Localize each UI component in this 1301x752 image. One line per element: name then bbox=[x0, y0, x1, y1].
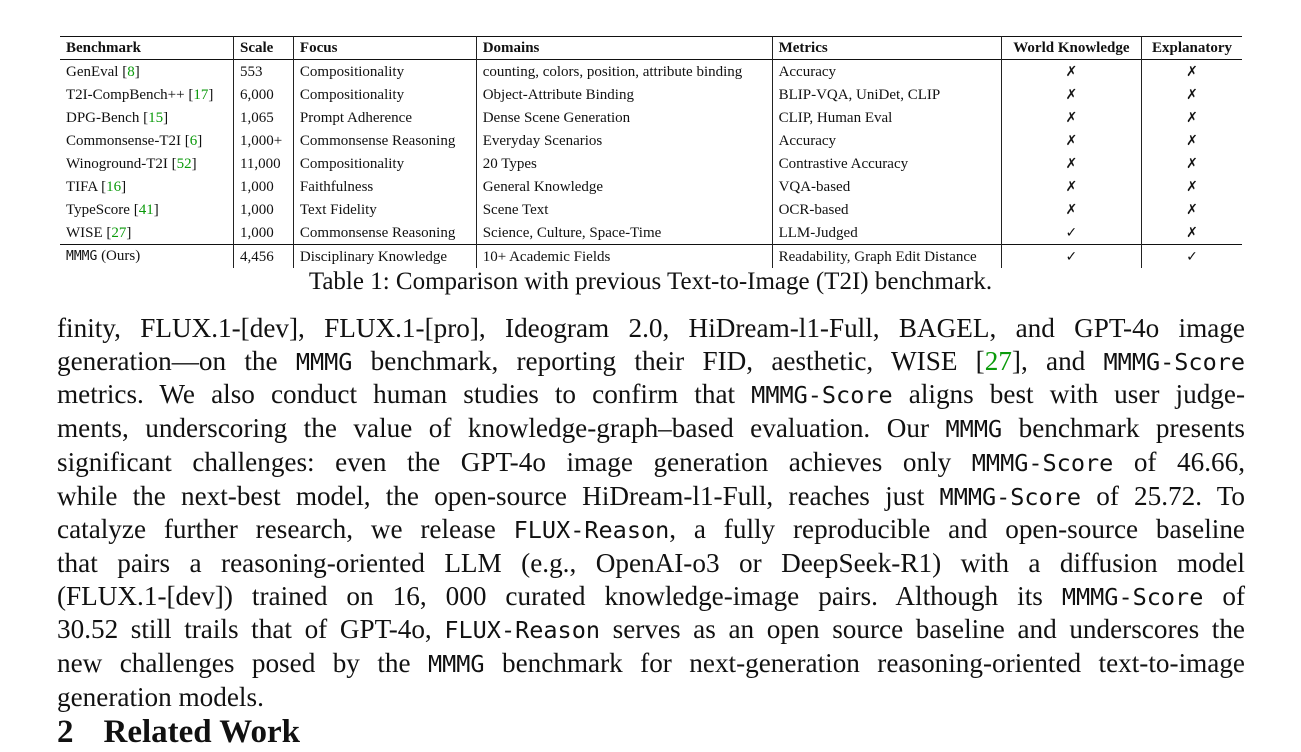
table-row bbox=[60, 60, 1242, 84]
section-number: 2 bbox=[57, 714, 74, 750]
table-cell: Scene Text bbox=[476, 198, 772, 221]
table-cell: Contrastive Accuracy bbox=[772, 152, 1001, 175]
table-cell: 6,000 bbox=[233, 83, 293, 106]
world-knowledge-mark: ✗ bbox=[1001, 198, 1141, 221]
table-cell: Accuracy bbox=[772, 60, 1001, 84]
table-cell: Everyday Scenarios bbox=[476, 129, 772, 152]
table-cell: Commonsense Reasoning bbox=[293, 221, 476, 245]
table-cell: Disciplinary Knowledge bbox=[293, 245, 476, 269]
column-header: World Knowledge bbox=[1001, 37, 1141, 60]
table-cell: General Knowledge bbox=[476, 175, 772, 198]
table-cell: 1,000 bbox=[233, 198, 293, 221]
table-cell: counting, colors, position, attribute binding bbox=[476, 60, 772, 84]
table-cell: 553 bbox=[233, 60, 293, 84]
table-cell: 10+ Academic Fields bbox=[476, 245, 772, 269]
world-knowledge-mark: ✗ bbox=[1001, 83, 1141, 106]
table-cell: Commonsense Reasoning bbox=[293, 129, 476, 152]
table-cell: VQA-based bbox=[772, 175, 1001, 198]
text-line: 30.52 still trails that of GPT-4o, FLUX-Reason serves as an open source baseline and underscores the bbox=[57, 614, 1246, 645]
table-cell: Readability, Graph Edit Distance bbox=[772, 245, 1001, 269]
table-cell: OCR-based bbox=[772, 198, 1001, 221]
table-cell: Text Fidelity bbox=[293, 198, 476, 221]
column-header: Metrics bbox=[772, 37, 1001, 60]
table-cell: 1,065 bbox=[233, 106, 293, 129]
table-cell: Faithfulness bbox=[293, 175, 476, 198]
explanatory-mark: ✗ bbox=[1186, 132, 1198, 149]
benchmark-cell: TypeScore [41] bbox=[60, 198, 233, 221]
table-cell: Prompt Adherence bbox=[293, 106, 476, 129]
explanatory-mark: ✓ bbox=[1186, 248, 1198, 265]
text-line: ments, underscoring the value of knowledge-graph–based evaluation. Our MMMG benchmark presents bbox=[57, 413, 1246, 444]
table-cell: Dense Scene Generation bbox=[476, 106, 772, 129]
world-knowledge-mark: ✓ bbox=[1001, 245, 1141, 269]
table-cell: 1,000+ bbox=[233, 129, 293, 152]
benchmark-cell: WISE [27] bbox=[60, 221, 233, 245]
table-cell: Science, Culture, Space-Time bbox=[476, 221, 772, 245]
table-cell: LLM-Judged bbox=[772, 221, 1001, 245]
table-cell: 4,456 bbox=[233, 245, 293, 269]
column-header: Focus bbox=[293, 37, 476, 60]
body-paragraph bbox=[57, 312, 1245, 713]
benchmark-cell: Commonsense-T2I [6] bbox=[60, 129, 233, 152]
benchmark-cell: TIFA [16] bbox=[60, 175, 233, 198]
text-line: generation models. bbox=[57, 681, 264, 712]
citation-link[interactable]: 27 bbox=[111, 224, 127, 241]
table-cell: Accuracy bbox=[772, 129, 1001, 152]
text-line: while the next-best model, the open-source HiDream-l1-Full, reaches just MMMG-Score of 25.72. To bbox=[57, 480, 1246, 511]
table-row bbox=[60, 129, 1242, 152]
text-line: significant challenges: even the GPT-4o image generation achieves only MMMG-Score of 46.66, bbox=[57, 446, 1245, 477]
table-cell: 11,000 bbox=[233, 152, 293, 175]
citation-link[interactable]: 52 bbox=[176, 155, 192, 172]
column-header: Benchmark bbox=[60, 37, 233, 60]
table-cell: Object-Attribute Binding bbox=[476, 83, 772, 106]
explanatory-mark: ✗ bbox=[1186, 86, 1198, 103]
citation-link[interactable]: 17 bbox=[193, 86, 209, 103]
table-row-ours bbox=[60, 245, 1242, 269]
citation-link[interactable]: 8 bbox=[127, 63, 135, 80]
table-cell: Compositionality bbox=[293, 152, 476, 175]
table-cell: CLIP, Human Eval bbox=[772, 106, 1001, 129]
header-row bbox=[60, 37, 1242, 60]
table-caption: Table 1: Comparison with previous Text-to-Image (T2I) benchmark. bbox=[308, 268, 993, 295]
table-cell: 1,000 bbox=[233, 221, 293, 245]
citation-link[interactable]: 41 bbox=[138, 201, 154, 218]
table-row bbox=[60, 198, 1242, 221]
text-line: that pairs a reasoning-oriented LLM (e.g., OpenAI-o3 or DeepSeek-R1) with a diffusion model bbox=[57, 547, 1245, 578]
benchmark-cell: T2I-CompBench++ [17] bbox=[60, 83, 233, 106]
table-cell: Compositionality bbox=[293, 60, 476, 84]
explanatory-mark: ✗ bbox=[1186, 201, 1198, 218]
table-cell: 1,000 bbox=[233, 175, 293, 198]
citation-link[interactable]: 6 bbox=[189, 132, 198, 149]
table-row bbox=[60, 152, 1242, 175]
table-row bbox=[60, 83, 1242, 106]
comparison-table bbox=[60, 36, 1242, 268]
table-cell: BLIP-VQA, UniDet, CLIP bbox=[772, 83, 1001, 106]
citation-link[interactable]: 16 bbox=[106, 178, 122, 195]
explanatory-mark: ✗ bbox=[1186, 224, 1198, 241]
world-knowledge-mark: ✗ bbox=[1001, 106, 1141, 129]
text-line: catalyze further research, we release FLUX-Reason, a fully reproducible and open-source baseline bbox=[57, 514, 1246, 545]
text-line: finity, FLUX.1-[dev], FLUX.1-[pro], Ideogram 2.0, HiDream-l1-Full, BAGEL, and GPT-4o image bbox=[57, 313, 1245, 343]
table-row bbox=[60, 106, 1242, 129]
table-row bbox=[60, 175, 1242, 198]
explanatory-mark: ✗ bbox=[1186, 178, 1198, 195]
world-knowledge-mark: ✓ bbox=[1001, 221, 1141, 245]
text-line: metrics. We also conduct human studies to confirm that MMMG-Score aligns best with user judge- bbox=[57, 379, 1246, 410]
world-knowledge-mark: ✗ bbox=[1001, 152, 1141, 175]
text-line: generation—on the MMMG benchmark, reporting their FID, aesthetic, WISE [27], and MMMG-Score bbox=[57, 345, 1246, 376]
table-row bbox=[60, 221, 1242, 245]
table-cell: Compositionality bbox=[293, 83, 476, 106]
section-heading bbox=[57, 712, 300, 752]
column-header: Domains bbox=[476, 37, 772, 60]
text-line: (FLUX.1-[dev]) trained on 16, 000 curated knowledge-image pairs. Although its MMMG-Score of bbox=[57, 580, 1246, 611]
world-knowledge-mark: ✗ bbox=[1001, 60, 1141, 84]
table-body bbox=[60, 60, 1242, 269]
benchmark-cell: MMMG (Ours) bbox=[60, 245, 233, 269]
benchmark-cell: Winoground-T2I [52] bbox=[60, 152, 233, 175]
table-header bbox=[60, 37, 1242, 60]
world-knowledge-mark: ✗ bbox=[1001, 129, 1141, 152]
explanatory-mark: ✗ bbox=[1186, 109, 1198, 126]
citation-link[interactable]: 27 bbox=[984, 345, 1012, 376]
benchmark-cell: GenEval [8] bbox=[60, 60, 233, 84]
text-line: new challenges posed by the MMMG benchmark for next-generation reasoning-oriented text-to-image bbox=[57, 648, 1245, 679]
explanatory-mark: ✗ bbox=[1186, 63, 1198, 80]
benchmark-cell: DPG-Bench [15] bbox=[60, 106, 233, 129]
citation-link[interactable]: 15 bbox=[148, 109, 164, 126]
section-title: Related Work bbox=[103, 714, 300, 750]
world-knowledge-mark: ✗ bbox=[1001, 175, 1141, 198]
explanatory-mark: ✗ bbox=[1186, 155, 1198, 172]
table-cell: 20 Types bbox=[476, 152, 772, 175]
column-header: Scale bbox=[233, 37, 293, 60]
column-header: Explanatory bbox=[1152, 40, 1233, 56]
